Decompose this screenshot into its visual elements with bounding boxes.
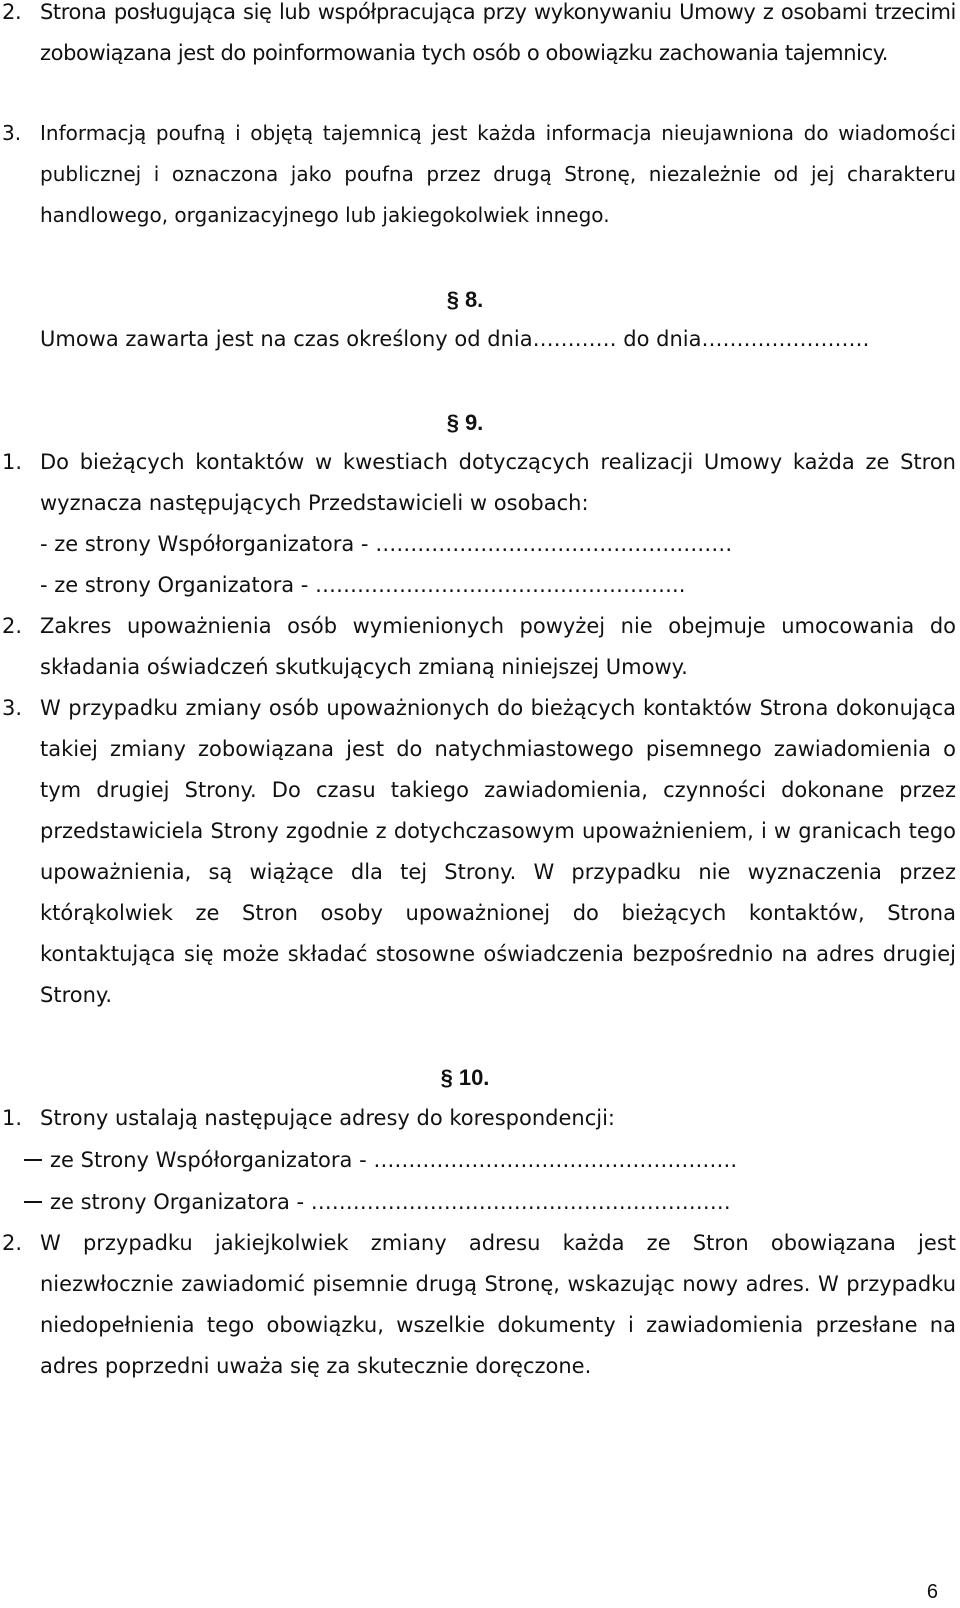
paragraph-number: 2. (2, 0, 22, 24)
paragraph-text: Strona posługująca się lub współpracująca przy wykonywaniu Umowy z osobami trzecimi zobowiązana jest do poinformowania tych osób o obowiązku zachowania tajemnicy. (40, 0, 956, 65)
dash-bullet (24, 1159, 42, 1161)
paragraph-9-3 (2, 688, 956, 1016)
representative-cooperator-line: - ze strony Współorganizatora - …………………………………………… (40, 532, 733, 556)
paragraph-9-1 (2, 442, 956, 524)
section-symbol: § (446, 410, 459, 435)
section-symbol: § (440, 1065, 453, 1090)
paragraph-number: 1. (2, 1106, 23, 1130)
section-8-heading (0, 285, 930, 315)
section-number: 8. (464, 287, 484, 312)
section-number: 10. (458, 1065, 490, 1090)
section-number: 9. (464, 410, 484, 435)
section-symbol: § (446, 287, 459, 312)
address-organizer-line (24, 1182, 731, 1223)
address-cooperator-text: ze Strony Współorganizatora - ……………………………………………. (50, 1148, 738, 1172)
section-9-heading (0, 408, 930, 438)
paragraph-text: W przypadku zmiany osób upoważnionych do bieżących kontaktów Strona dokonująca takiej zmiany zobowiązana jest do natychmiastowego pisemnego zawiadomienia o tym drugiej Strony. Do czasu takiego zawiadomienia, czynności dokonane przez przedstawiciela Strony zgodnie z dotychczasowym upoważnieniem, i w granicach tego upoważnienia, są wiążące dla tej Strony. W przypadku nie wyznaczenia przez którąkolwiek ze Stron osoby upoważnionej do bieżących kontaktów, Strona kontaktująca się może składać stosowne oświadczenia bezpośrednio na adres drugiej Strony. (40, 696, 956, 1007)
paragraph-number: 3. (2, 696, 23, 720)
paragraph-number: 2. (2, 614, 23, 638)
paragraph-9-2 (2, 606, 956, 688)
page-number: 6 (926, 1581, 938, 1603)
paragraph-text: Zakres upoważnienia osób wymienionych powyżej nie obejmuje umocowania do składania oświadczeń skutkujących zmianą niniejszej Umowy. (40, 614, 956, 679)
paragraph-10-2 (2, 1223, 956, 1387)
paragraph-10-1 (2, 1098, 956, 1139)
paragraph-number: 1. (2, 450, 23, 474)
representative-organizer-line: - ze strony Organizatora - …………………………………………….. (40, 573, 686, 597)
address-organizer-text: ze strony Organizatora - …………………………………………………… (50, 1190, 731, 1214)
contract-term-line: Umowa zawarta jest na czas określony od dnia………… do dnia…………………… (40, 327, 870, 351)
paragraph-text: Strony ustalają następujące adresy do korespondencji: (40, 1106, 616, 1130)
paragraph-number: 2. (2, 1231, 23, 1255)
paragraph-number: 3. (2, 121, 22, 145)
paragraph-7-2 (2, 0, 956, 74)
paragraph-7-3 (2, 113, 956, 236)
dash-bullet (24, 1201, 42, 1203)
paragraph-text: W przypadku jakiejkolwiek zmiany adresu każda ze Stron obowiązana jest niezwłocznie zawiadomić pisemnie drugą Stronę, wskazując nowy adres. W przypadku niedopełnienia tego obowiązku, wszelkie dokumenty i zawiadomienia przesłane na adres poprzedni uważa się za skutecznie doręczone. (40, 1231, 956, 1378)
address-cooperator-line (24, 1140, 737, 1181)
section-10-heading (0, 1063, 930, 1093)
paragraph-text: Do bieżących kontaktów w kwestiach dotyczących realizacji Umowy każda ze Stron wyznacza następujących Przedstawicieli w osobach: (40, 450, 956, 515)
paragraph-text: Informacją poufną i objętą tajemnicą jest każda informacja nieujawniona do wiadomości publicznej i oznaczona jako poufna przez drugą Stronę, niezależnie od jej charakteru handlowego, organizacyjnego lub jakiegokolwiek innego. (40, 121, 956, 227)
